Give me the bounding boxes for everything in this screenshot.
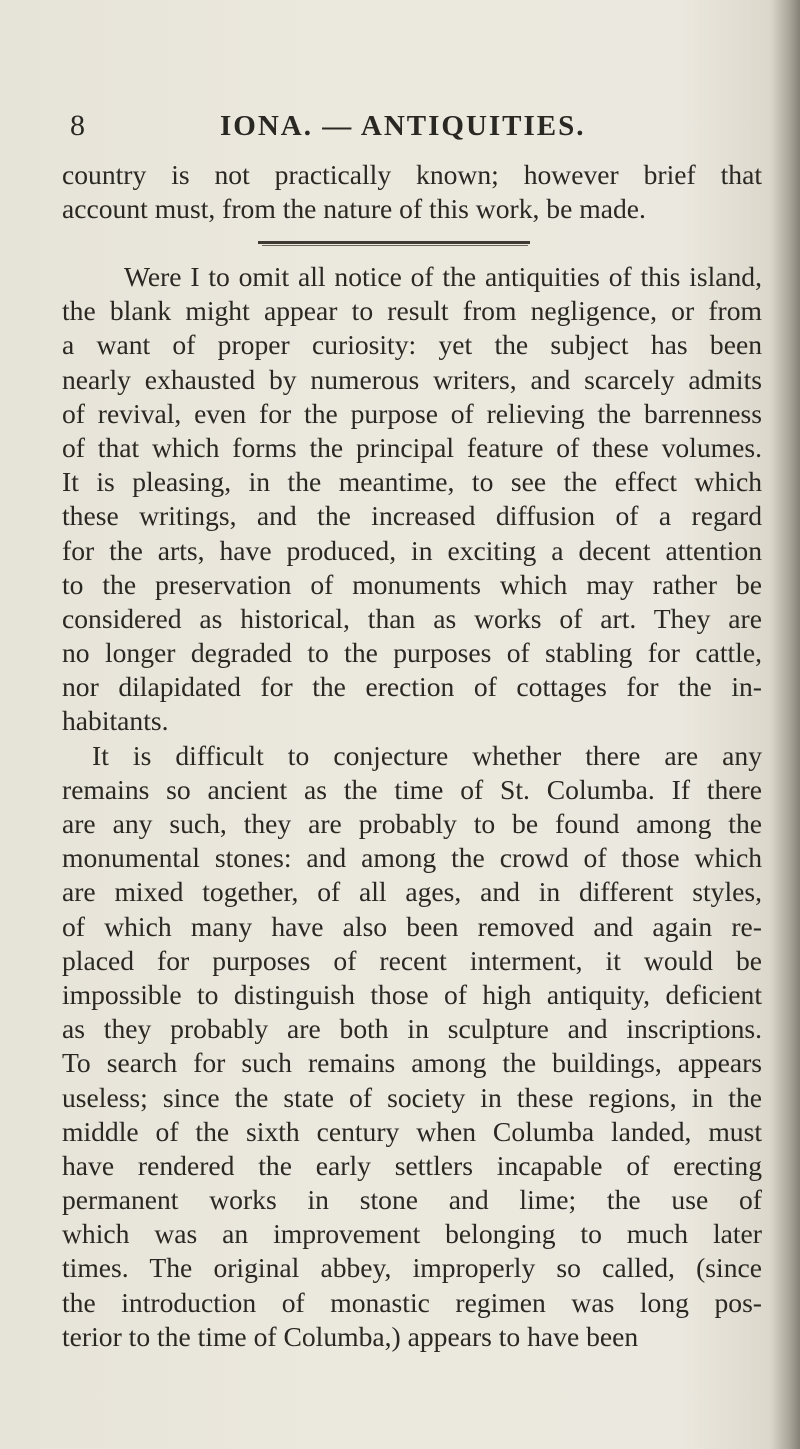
- text-line: no longer degraded to the purposes of stabling for cattle,: [62, 637, 762, 669]
- text-line: the blank might appear to result from negligence, or from: [62, 295, 762, 327]
- text-line: to the preservation of monuments which may rather be: [62, 568, 762, 600]
- text-line: which was an improvement belonging to much later: [62, 1218, 762, 1250]
- text-line: are any such, they are probably to be found among the: [62, 808, 762, 839]
- text-line: of revival, even for the purpose of relieving the barrenness: [62, 397, 762, 429]
- text-line: permanent works in stone and lime; the use of: [62, 1184, 762, 1216]
- text-line: these writings, and the increased diffusion of a regard: [62, 500, 762, 532]
- text-line: considered as historical, than as works of art. They are: [62, 602, 762, 634]
- text-line: for the arts, have produced, in exciting a decent attention: [62, 534, 762, 566]
- text-line: have rendered the early settlers incapable of erecting: [62, 1149, 762, 1181]
- text-line: remains so ancient as the time of St. Columba. If there: [62, 773, 762, 805]
- text-line: To search for such remains among the buildings, appears: [62, 1047, 762, 1079]
- section-divider-thin: [262, 245, 528, 246]
- text-line: useless; since the state of society in these regions, in the: [62, 1081, 762, 1113]
- running-head: IONA. — ANTIQUITIES.: [220, 110, 586, 142]
- page-number: 8: [70, 109, 85, 142]
- text-line: nor dilapidated for the erection of cottages for the in-: [62, 671, 762, 703]
- page-header: [70, 106, 770, 146]
- text-line: It is difficult to conjecture whether there are any: [92, 739, 762, 771]
- main-paragraph: [62, 260, 762, 1354]
- text-line: middle of the sixth century when Columba landed, must: [62, 1115, 762, 1147]
- text-line: country is not practically known; however brief that: [62, 159, 762, 190]
- text-line: Were I to omit all notice of the antiquities of this island,: [124, 261, 762, 292]
- text-line: of that which forms the principal feature of these volumes.: [62, 431, 762, 463]
- text-line: habitants.: [62, 705, 169, 737]
- text-line: as they probably are both in sculpture and inscriptions.: [62, 1013, 762, 1045]
- text-line: nearly exhausted by numerous writers, and scarcely admits: [62, 363, 762, 395]
- section-divider: [258, 241, 530, 244]
- text-line: impossible to distinguish those of high antiquity, deficient: [62, 978, 762, 1010]
- text-line: It is pleasing, in the meantime, to see the effect which: [62, 466, 762, 498]
- text-line: times. The original abbey, improperly so called, (since: [62, 1252, 762, 1284]
- intro-paragraph: [62, 158, 762, 226]
- text-line: placed for purposes of recent interment, it would be: [62, 944, 762, 976]
- text-line: of which many have also been removed and again re-: [62, 910, 762, 942]
- text-line: terior to the time of Columba,) appears to have been: [62, 1320, 639, 1352]
- text-line: the introduction of monastic regimen was long pos-: [62, 1286, 762, 1318]
- text-line: monumental stones: and among the crowd of those which: [62, 842, 762, 874]
- text-line: are mixed together, of all ages, and in different styles,: [62, 876, 762, 908]
- text-line: account must, from the nature of this work, be made.: [62, 193, 646, 225]
- text-line: a want of proper curiosity: yet the subject has been: [62, 329, 762, 361]
- page-edge-shadow: [772, 0, 800, 1449]
